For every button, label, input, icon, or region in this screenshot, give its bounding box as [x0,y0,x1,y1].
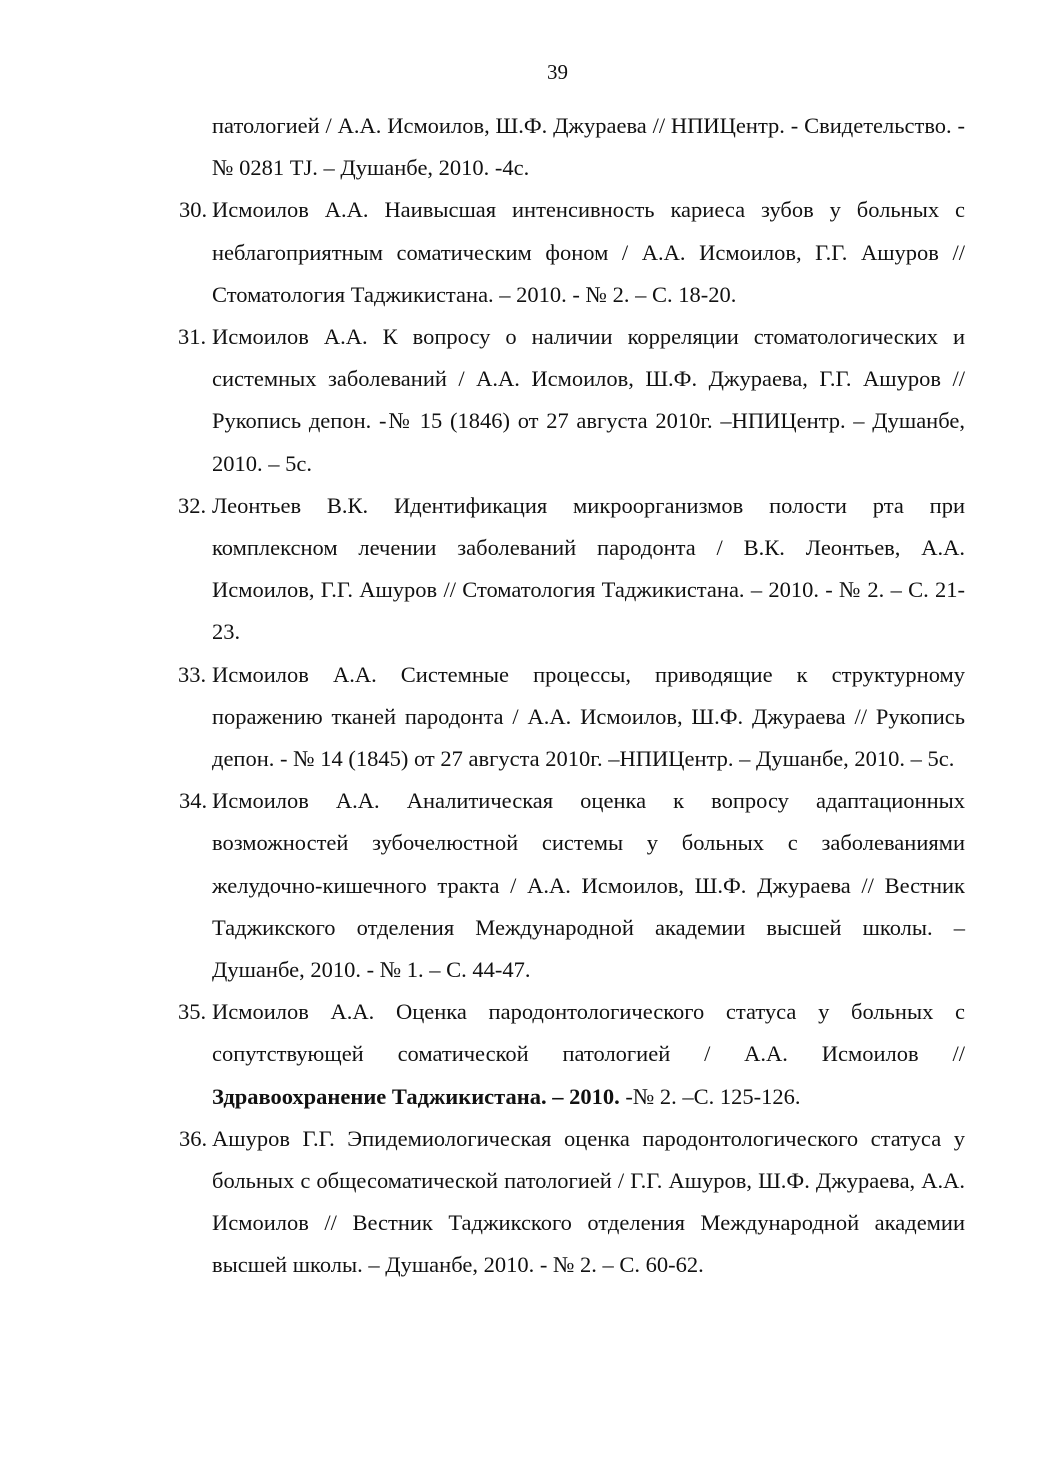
reference-text: Леонтьев В.К. Идентификация микроорганизмов полости рта при комплексном лечении заболеваний пародонта / В.К. Леонтьев, А.А. Исмоилов, Г.Г. Ашуров // Стоматология Таджикистана. – 2010. - № 2. – С. 21-23. [212,492,965,645]
reference-item [179,189,965,316]
reference-text: Исмоилов А.А. Наивысшая интенсивность кариеса зубов у больных с неблагоприятным соматическим фоном / А.А. Исмоилов, Г.Г. Ашуров // Стоматология Таджикистана. – 2010. - № 2. – С. 18-20. [212,197,965,307]
reference-text: Ашуров Г.Г. Эпидемиологическая оценка пародонтологического статуса у больных с общесоматической патологией / Г.Г. Ашуров, Ш.Ф. Джураева, А.А. Исмоилов // Вестник Таджикского отделения Международной академии высшей школы. – Душанбе, 2010. - № 2. – С. 60-62. [212,1125,965,1278]
reference-item [178,654,965,781]
reference-number: 30. [179,197,208,223]
reference-number: 31. [178,324,207,350]
reference-item [179,1118,965,1287]
reference-text: Исмоилов А.А. Системные процессы, приводящие к структурному поражению тканей пародонта / А.А. Исмоилов, Ш.Ф. Джураева // Рукопись депон. - № 14 (1845) от 27 августа 2010г. –НПИЦентр. – Душанбе, 2010. – 5с. [212,661,965,772]
reference-number: 35. [178,999,207,1025]
reference-item [178,485,965,654]
reference-text: Исмоилов А.А. К вопросу о наличии корреляции стоматологических и системных заболеваний / А.А. Исмоилов, Ш.Ф. Джураева, Г.Г. Ашуров // Рукопись депон. -№ 15 (1846) от 27 августа 2010г. –НПИЦентр. – Душанбе, 2010. – 5с. [212,324,965,476]
reference-number: 34. [179,788,208,814]
reference-item [179,780,965,991]
reference-item [178,991,965,1118]
reference-text: Исмоилов А.А. Оценка пародонтологического статуса у больных с сопутствующей соматической патологией / А.А. Исмоилов // [212,999,965,1067]
reference-text: патологией / А.А. Исмоилов, Ш.Ф. Джураева // НПИЦентр. - Свидетельство. - № 0281 TJ. – Душанбе, 2010. -4с. [212,113,965,181]
reference-text: -№ 2. –С. 125-126. [619,1083,801,1109]
reference-text: Исмоилов А.А. Аналитическая оценка к вопросу адаптационных возможностей зубочелюстной системы у больных с заболеваниями желудочно-кишечного тракта / А.А. Исмоилов, Ш.Ф. Джураева // Вестник Таджикского отделения Международной академии высшей школы. – Душанбе, 2010. - № 1. – С. 44-47. [212,788,965,983]
page-number: 39 [547,60,568,84]
reference-number: 33. [178,661,207,687]
reference-number: 32. [178,492,207,518]
reference-item [178,316,965,485]
reference-list [178,105,965,1287]
reference-item [212,105,965,189]
journal-title-bold: Здравоохранение Таджикистана. – 2010. [212,1083,620,1109]
reference-number: 36. [179,1125,208,1151]
